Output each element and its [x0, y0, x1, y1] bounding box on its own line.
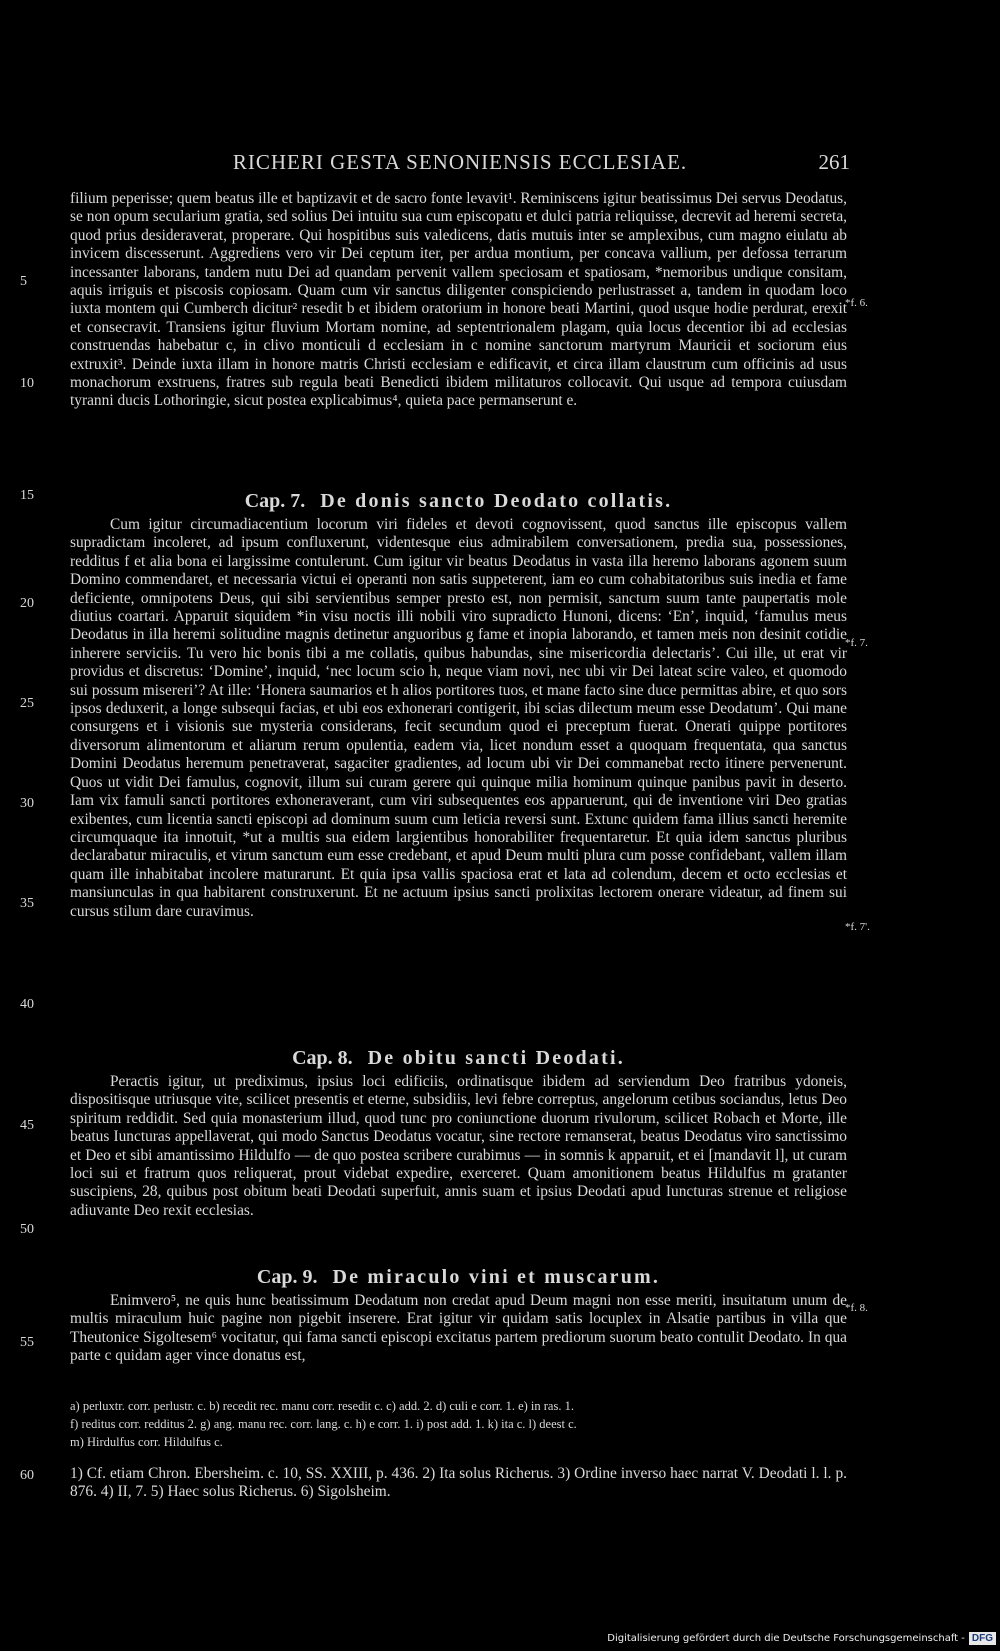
- footnote-line: m) Hirdulfus corr. Hildulfus c.: [70, 1435, 223, 1449]
- chapter-9: [70, 1262, 847, 1366]
- line-number: 40: [20, 997, 34, 1012]
- line-numbers: [0, 0, 40, 1651]
- line-number: 60: [20, 1468, 34, 1483]
- chapter-paragraph: Enimvero⁵, ne quis hunc beatissimum Deodatum non credat apud Deum magni non esse meriti, insuitatum unum de multis miraculum huic pagine non pigebit inserere. Erat igitur vir quidam satis locuplex in Alsatie partibus in villa que Theutonice Sigoltesem⁶ vocitatur, qui fama sancti episcopi excitatus partem prediorum suorum beato contulit Deodato. In qua parte c quidam ager vince donatus est,: [70, 1292, 847, 1365]
- chapter-number: Cap. 9.: [256, 1266, 318, 1288]
- line-number: 25: [20, 696, 34, 711]
- intro-block: [70, 190, 847, 411]
- chapter-title: De miraculo vini et muscarum.: [332, 1266, 661, 1288]
- chapter-heading: [70, 1043, 847, 1073]
- line-number: 5: [20, 274, 27, 289]
- chapter-heading: [70, 486, 847, 516]
- chapter-paragraph: Peractis igitur, ut prediximus, ipsius loci edificiis, ordinatisque ibidem ad serviendum Deo fratribus ydoneis, dispositisque utriusque vite, scilicet presentis et eterne, subsidiis, levi febre correptus, angelorum cetibus sociandus, letus Deo spiritum reddidit. Sed quia monasterium illud, quod tunc pro coniunctione duorum rivulorum, scilicet Robach et Morte, ille beatus Iuncturas appellaverat, qui modo Sanctus Deodatus vocatur, sine rectore remanserat, beatus Deodatus viro sanctissimo et Deo et sibi amantissimo Hildulfo — de quo postea scribere curabimus — in somnis k apparuit, et ei [mandavit l], ut curam loci sui et fratrum quos reliquerat, prout videbat expedire, exerceret. Quam amonitionem beatus Hildulfus m gratanter suscipiens, 28, quibus post obitum beati Deodati superfuit, annis suam et ipsius Deodati apud Iuncturas strenue et religiose adiuvante Deo rexit ecclesias.: [70, 1073, 847, 1219]
- folio-marker: *f. 6.: [845, 297, 868, 309]
- folio-marker: *f. 7.: [845, 637, 868, 649]
- footnote-line: a) perluxtr. corr. perlustr. c. b) recedit rec. manu corr. resedit c. c) add. 2. d) culi e corr. 1. e) in ras. 1.: [70, 1399, 574, 1413]
- chapter-8: [70, 1043, 847, 1220]
- chapter-heading: [70, 1262, 847, 1292]
- digitization-credit: [607, 1629, 996, 1647]
- page-header: [70, 150, 850, 178]
- line-number: 50: [20, 1222, 34, 1237]
- line-number: 30: [20, 796, 34, 811]
- line-number: 15: [20, 488, 34, 503]
- source-footnotes: [70, 1465, 847, 1502]
- intro-paragraph: filium peperisse; quem beatus ille et baptizavit et de sacro fonte levavit¹. Reminiscens igitur beatissimus Dei servus Deodatus, se non opum secularium gratia, sed solius Dei intuitu sua cum episcopatu et dulci patria reliquisse, decrevit ad heremi secreta, quod prius desideraverat, properare. Qui hospitibus suis valedicens, datis mutuis inter se amplexibus, cum magno eiulatu ab invicem discesserunt. Aggrediens vero vir Dei ceptum iter, per ardua montium, per concava vallium, per defossa terrarum incessanter laborans, tandem nutu Dei ad quandam pervenit vallem speciosam et spatiosam, *nemoribus undique consitam, aquis irriguis et piscosis copiosam. Quam cum vir sanctus diligenter conspiciendo perlustrasset a, tandem in quodam loco iuxta montem qui Cumberch dicitur² resedit b et ibidem oratorium in honore beati Martini, quod usque hodie perdurat, erexit et consecravit. Transiens igitur fluvium Mortam nomine, ad septentrionalem plagam, quia locus decentior ibi ad ecclesias construendas habebatur c, in clivo monticuli d ecclesiam in c nomine sanctorum martyrum Mauricii et sociorum eius extruxit³. Deinde iuxta illam in honore matris Christi ecclesiam e edificavit, et circa illam claustrum cum officinis ad usus monachorum exstruens, fratres sub regula beati Benedicti ibidem militaturos collocavit. Qui usque ad tempora cuiusdam tyranni ducis Lothoringie, sicut postea explicabimus⁴, quieta pace permanserunt e.: [70, 190, 847, 410]
- folio-marker: *f. 8.: [845, 1302, 868, 1314]
- line-number: 10: [20, 376, 34, 391]
- chapter-title: De obitu sancti Deodati.: [367, 1047, 625, 1069]
- chapter-number: Cap. 8.: [292, 1047, 353, 1069]
- margin-notes: [845, 0, 905, 1651]
- chapter-7: [70, 486, 847, 921]
- chapter-title: De donis sancto Deodato collatis.: [320, 490, 673, 512]
- footnote-paragraph: 1) Cf. etiam Chron. Ebersheim. c. 10, SS. XXIII, p. 436. 2) Ita solus Richerus. 3) Ordine inverso haec narrat V. Deodati l. l. p. 876. 4) II, 7. 5) Haec solus Richerus. 6) Sigolsheim.: [70, 1465, 847, 1501]
- credit-text: Digitalisierung gefördert durch die Deutsche Forschungsgemeinschaft -: [607, 1632, 965, 1644]
- chapter-number: Cap. 7.: [244, 490, 306, 512]
- dfg-logo: DFG: [969, 1632, 996, 1645]
- line-number: 45: [20, 1118, 34, 1133]
- running-title: RICHERI GESTA SENONIENSIS ECCLESIAE.: [232, 150, 688, 174]
- line-number: 55: [20, 1335, 34, 1350]
- chapter-paragraph: Cum igitur circumadiacentium locorum viri fideles et devoti cognovissent, quod sanctus ille episcopus vallem supradictam incoleret, ad ipsum confluxerunt, videntesque eius admirabilem conversationem, predia sua, possessiones, redditus f et alia bona ei largissime contulerunt. Cum igitur vir beatus Deodatus in vasta illa heremo laborans agonem suum Domino commendaret, et necessaria victui ei operanti non satis suppeterent, iam eo cum cohabitatoribus suis inedia et fame deficiente, omnipotens Deus, qui sibi servientibus semper presto est, non permisit, sanctum suum tante paupertatis mole diutius coartari. Apparuit siquidem *in visu noctis illi nobili viro supradicto Hunoni, dicens: ‘En’, inquid, ‘famulus meus Deodatus in illa heremi solitudine magnis detinetur anguoribus g fame et inopia laborando, et tamen meis non desinit cotidie inherere serviciis. Tu vero hic bonis tibi a me collatis, quibus habundas, sine misericordia delectaris’. Cui ille, ut erat vir providus et discretus: ‘Domine’, inquid, ‘nec locum scio h, neque viam novi, nec ubi vir Dei lateat scire valeo, et quomodo sui possum misereri’? At ille: ‘Honera saumarios et h alios portitores tuos, et mane facto sine duce permittas abire, et quo sors ipsos deduxerit, a longe subsequi facias, et ubi eos exhonerari contigerit, ibi scias dilectum meum esse Deodatum’. Qui mane consurgens et i visionis sue mysteria considerans, fecit secundum quod ei preceptum fuerat. Onerati quippe portitores diversorum alimentorum et aliarum rerum opulentia, eadem via, licet nondum esset a quoquam frequentata, qua sanctus Domini Deodatus heremum penetraverat, sagaciter gradientes, ad locum ubi vir Dei commanebat recto itinere pervenerunt. Quos ut vidit Dei famulus, cognovit, illum sui curam gerere qui quinque milia hominum quinque panibus pavit in deserto. Iam vix famuli sancti portitores exhoneraverant, cum viri subsequentes eos apparuerunt, qui de inventione viri Deo gratias exibentes, cum licentia sancti episcopi ad dominum suum cum leticia reversi sunt. Extunc quidem fama illius sancti heremite circumquaque ita innotuit, *ut a multis sua eidem largientibus honorabiliter frequentaretur. Et quia idem sanctus pluribus declarabatur miraculis, et virum sanctum eum esse credebant, et apud Deum multi plura cum posse confidebant, vallem illam quam ille inhabitabat incolere maturarunt. Et quia ipsa vallis spaciosa erat et lata ad colendum, decem et octo ecclesias et mansiunculas in qua habitarent construxerunt. Et ne actuum ipsius sancti prolixitas lectorem onerare videatur, ad finem sui cursus stilum dare curavimus.: [70, 516, 847, 920]
- line-number: 20: [20, 596, 34, 611]
- apparatus-footnotes: [70, 1397, 847, 1451]
- footnote-line: f) reditus corr. redditus 2. g) ang. manu rec. corr. lang. c. h) e corr. 1. i) post add. 1. k) ita c. l) deest c.: [70, 1417, 577, 1431]
- folio-marker: *f. 7'.: [845, 921, 870, 933]
- page-number: 261: [818, 150, 850, 174]
- line-number: 35: [20, 896, 34, 911]
